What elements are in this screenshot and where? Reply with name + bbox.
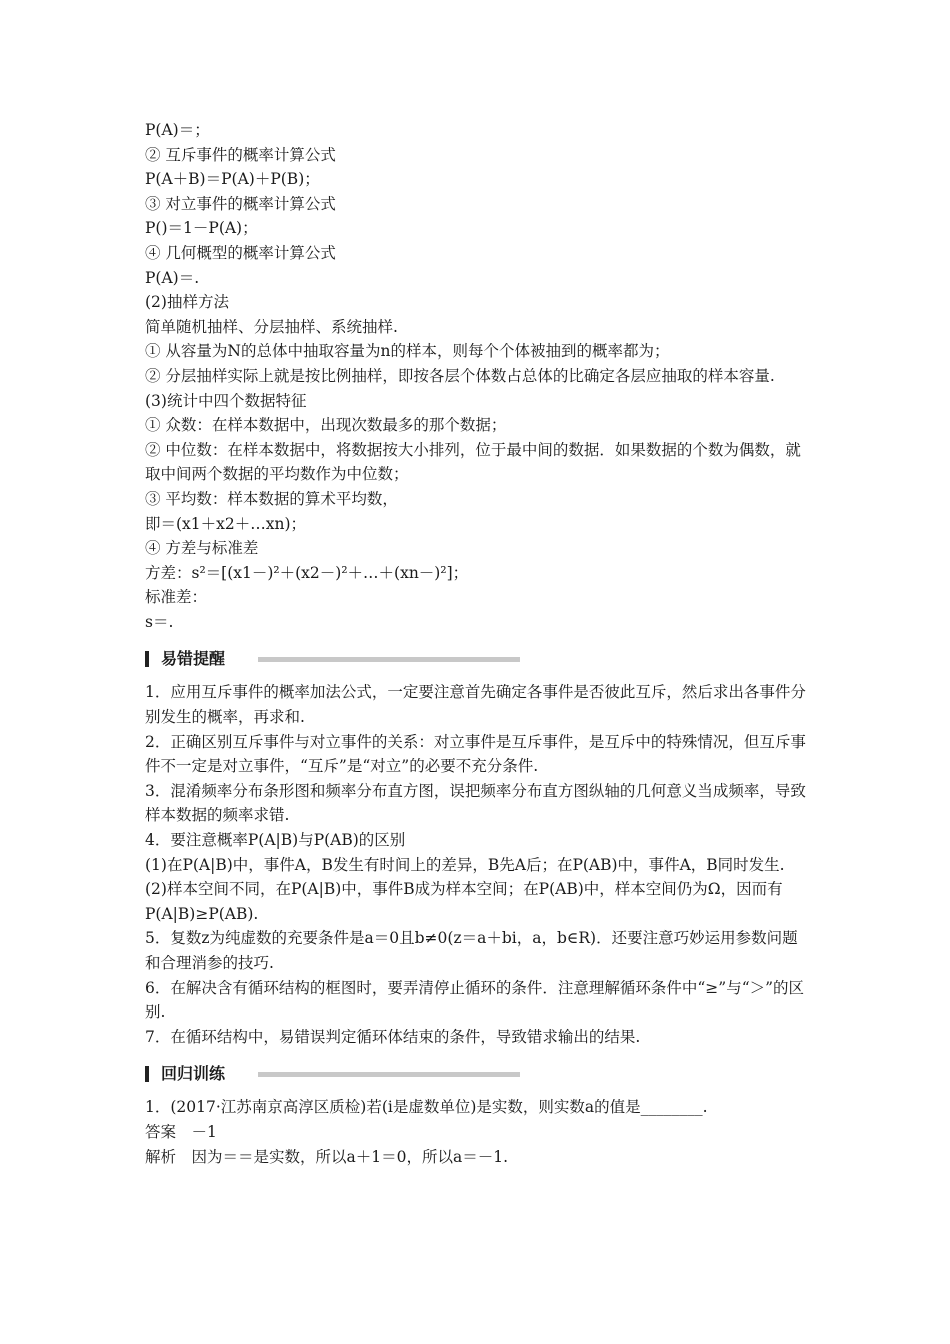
- explanation-line: 解析 因为＝＝是实数，所以a＋1＝0，所以a＝－1.: [145, 1147, 508, 1166]
- header-rule: [258, 657, 520, 662]
- text-line: s＝.: [145, 612, 174, 631]
- text-line: 4．要注意概率P(A|B)与P(AB)的区别: [145, 831, 406, 850]
- text-paragraph: 6．在解决含有循环结构的框图时，要弄清停止循环的条件．注意理解循环条件中“≥”与“＞”的区别.: [145, 978, 805, 1022]
- text-line: ② 互斥事件的概率计算公式: [145, 145, 336, 164]
- header-rule: [258, 1072, 520, 1077]
- text-line: ④ 几何概型的概率计算公式: [145, 243, 336, 262]
- text-line: P(A)＝；: [145, 121, 210, 139]
- text-paragraph: 1．应用互斥事件的概率加法公式，一定要注意首先确定各事件是否彼此互斥，然后求出各事件分别发生的概率，再求和.: [145, 683, 806, 727]
- text-line: P(A＋B)＝P(A)＋P(B)；: [145, 170, 320, 189]
- question-line: 1．(2017·江苏南京高淳区质检)若(i是虚数单位)是实数，则实数a的值是________.: [145, 1098, 708, 1117]
- text-paragraph: (2)样本空间不同，在P(A|B)中，事件B成为样本空间；在P(AB)中，样本空间仍为Ω，因而有P(A|B)≥P(AB).: [145, 880, 783, 923]
- section-header-practice: [145, 1063, 810, 1085]
- text-line: 即＝(x1＋x2＋…xn)；: [145, 514, 307, 533]
- text-paragraph: ② 分层抽样实际上就是按比例抽样，即按各层个体数占总体的比确定各层应抽取的样本容量.: [145, 366, 775, 385]
- text-line: ③ 对立事件的概率计算公式: [145, 194, 336, 213]
- text-line: ④ 方差与标准差: [145, 539, 259, 558]
- text-paragraph: 3．混淆频率分布条形图和频率分布直方图，误把频率分布直方图纵轴的几何意义当成频率，导致样本数据的频率求错.: [145, 781, 806, 825]
- text-line: P()＝1－P(A)；: [145, 219, 258, 238]
- text-line: (3)统计中四个数据特征: [145, 391, 307, 410]
- text-line: 方差：s²＝[(x1－)²＋(x2－)²＋…＋(xn－)²]；: [145, 563, 469, 582]
- formula-section: [145, 118, 810, 634]
- text-line: ① 从容量为N的总体中抽取容量为n的样本，则每个个体被抽到的概率都为；: [145, 342, 670, 361]
- text-paragraph: 5．复数z为纯虚数的充要条件是a＝0且b≠0(z＝a＋bi，a，b∈R)．还要注意巧妙运用参数问题和合理消参的技巧.: [145, 929, 798, 972]
- text-line: 简单随机抽样、分层抽样、系统抽样.: [145, 317, 398, 336]
- header-bar-mark: [145, 651, 149, 667]
- text-line: P(A)＝.: [145, 268, 200, 287]
- text-line: ③ 平均数：样本数据的算术平均数，: [145, 489, 398, 508]
- text-line: (1)在P(A|B)中，事件A，B发生有时间上的差异，B先A后；在P(AB)中，事件A，B同时发生.: [145, 855, 785, 874]
- section-title: 回归训练: [161, 1064, 226, 1084]
- section-title: 易错提醒: [161, 649, 226, 669]
- answer-line: 答案 －1: [145, 1122, 217, 1141]
- text-line: ① 众数：在样本数据中，出现次数最多的那个数据；: [145, 416, 507, 435]
- header-bar-mark: [145, 1066, 149, 1082]
- text-paragraph: 2．正确区别互斥事件与对立事件的关系：对立事件是互斥事件，是互斥中的特殊情况，但互斥事件不一定是对立事件，“互斥”是“对立”的必要不充分条件.: [145, 732, 806, 776]
- errors-section: [145, 680, 810, 1049]
- text-paragraph: ② 中位数：在样本数据中，将数据按大小排列，位于最中间的数据．如果数据的个数为偶数，就取中间两个数据的平均数作为中位数；: [145, 440, 801, 484]
- document-page: [145, 118, 810, 1169]
- text-line: (2)抽样方法: [145, 293, 229, 312]
- text-line: 7．在循环结构中，易错误判定循环体结束的条件，导致错求输出的结果.: [145, 1027, 641, 1046]
- practice-section: [145, 1095, 810, 1169]
- text-line: 标准差：: [145, 588, 208, 607]
- section-header-errors: [145, 648, 810, 670]
